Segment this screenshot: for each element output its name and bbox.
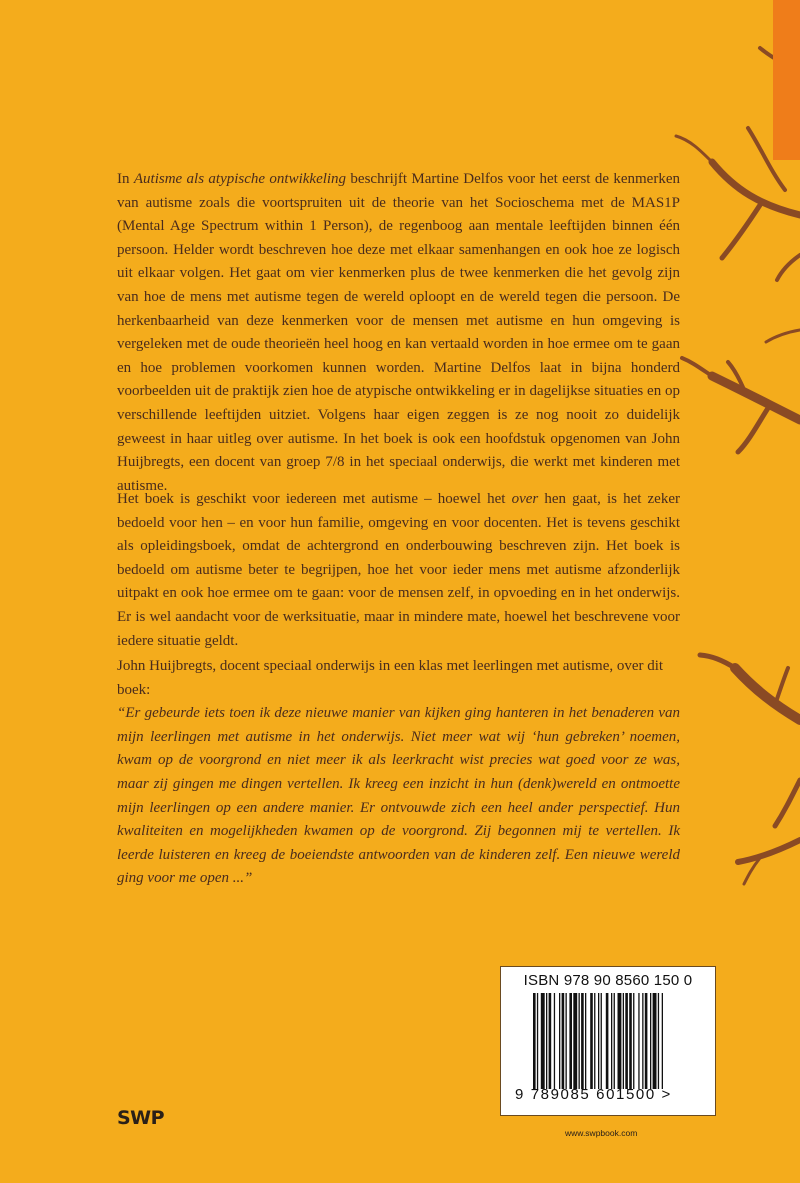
paragraph-1-lead: In (117, 171, 134, 187)
paragraph-2-text: hen gaat, is het zeker bedoeld voor hen – en voor hun familie, omgeving en voor docenten. Het is tevens geschikt als opleidingsboek, omdat de achtergrond en onderbouwing beschreven zijn. Het boek is bedoeld om autisme beter te begrijpen, hoe het voor ieder mens met autisme afzonderlijk uitpakt en ook hoe ermee om te gaan: voor de mensen zelf, in opvoeding en in het onderwijs. Er is wel aandacht voor de werksituatie, maar in mindere mate, hoewel het beschrevene voor iedere situatie geldt. (117, 491, 680, 649)
barcode-digits: 9 789085 601500 > (515, 1086, 672, 1103)
book-title-italic: Autisme als atypische ontwikkeling (133, 171, 347, 187)
description-paragraph-2 (117, 488, 680, 653)
paragraph-1-text: beschrijft Martine Delfos voor het eerst de kenmerken van autisme zoals die voortspruiten uit de theorie van het Socioschema met de MAS1P (Mental Age Spectrum within 1 Person), de regenboog aan mentale leeftijden binnen één persoon. Helder wordt beschreven hoe deze met elkaar samenhangen en ook hoe ze logisch uit elkaar volgen. Het gaat om vier kenmerken plus de twee kenmerken die het gevolg zijn van hoe de mens met autisme tegen de wereld oploopt en de wereld tegen die persoon. De herkenbaarheid van deze kenmerken voor de mensen met autisme en hun omgeving is vergeleken met de oude theorieën heel hoog en kan vertaald worden in hoe ermee om te gaan en hoe problemen voorkomen kunnen worden. Martine Delfos laat in bijna honderd voorbeelden uit de praktijk zien hoe de atypische ontwikkeling er in dagelijkse situaties en op verschillende leeftijden uitziet. Volgens haar eigen zeggen is ze nog nooit zo duidelijk geweest in haar uitleg over autisme. In het boek is ook een hoofdstuk opgenomen van John Huijbregts, een docent van groep 7/8 in het speciaal onderwijs, die werkt met kinderen met autisme. (117, 171, 680, 494)
isbn-barcode-box (500, 966, 716, 1116)
barcode-bars (533, 993, 703, 1089)
publisher-logo: SWP (117, 1107, 165, 1129)
orange-edge-strip (773, 0, 800, 160)
publisher-website: www.swpbook.com (565, 1128, 638, 1138)
description-paragraph-1 (117, 168, 680, 498)
isbn-label: ISBN 978 90 8560 150 0 (523, 972, 693, 989)
testimonial-quote: “Er gebeurde iets toen ik deze nieuwe manier van kijken ging hanteren in het benaderen van mijn leerlingen met autisme in het onderwijs. Niet meer wat wij ‘hun gebreken’ noemen, kwam op de voorgrond en niet meer ik als leerkracht wist precies wat goed voor ze was, maar zij gingen me dingen vertellen. Ik kreeg een inzicht in hun (denk)wereld en ontmoette mijn leerlingen op een andere manier. Er ontvouwde zich een heel ander perspectief. Hun kwaliteiten en mogelijkheden kwamen op de voorgrond. Zij begonnen mij te vertellen. Ik leerde luisteren en kreeg de boeiendste antwoorden van de kinderen zelf. Een nieuwe wereld ging voor me open ...” (117, 705, 680, 887)
over-italic: over (511, 491, 539, 507)
testimonial-intro: John Huijbregts, docent speciaal onderwijs in een klas met leerlingen met autisme, over dit boek: (117, 658, 664, 698)
testimonial-paragraph (117, 655, 680, 891)
paragraph-2-lead: Het boek is geschikt voor iedereen met autisme – hoewel het (117, 491, 512, 507)
